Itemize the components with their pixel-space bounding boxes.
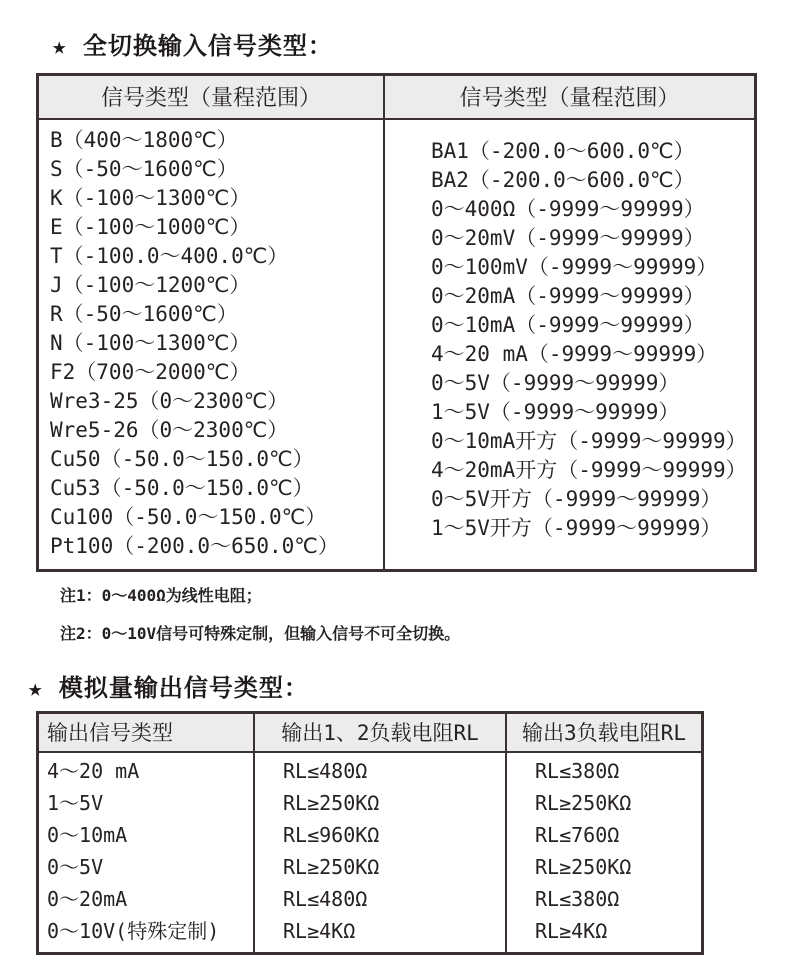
input-signal-row: K（-100～1300℃） — [50, 186, 251, 210]
input-signal-row: Wre3-25（0～2300℃） — [50, 389, 289, 413]
input-signal-table — [36, 73, 757, 572]
output-signal-section-title: ★ 模拟量输出信号类型： — [28, 674, 309, 702]
output-table-type-column — [39, 753, 255, 952]
input-signal-row: 4～20 mA（-9999～99999） — [431, 342, 718, 366]
note-1: 注1：0～400Ω为线性电阻； — [60, 586, 262, 605]
input-signal-row: Cu53（-50.0～150.0℃） — [50, 476, 314, 500]
output-rl3-cell: RL≤760Ω — [535, 823, 620, 847]
input-signal-row: BA1（-200.0～600.0℃） — [431, 139, 695, 163]
output-table-body — [39, 753, 701, 952]
input-signal-row: 0～5V（-9999～99999） — [431, 371, 680, 395]
input-signal-row: 0～20mV（-9999～99999） — [431, 226, 705, 250]
output-rl12-cell: RL≤480Ω — [283, 887, 368, 911]
output-table-header-type: 输出信号类型 — [39, 714, 255, 751]
output-type-cell: 0～10V(特殊定制) — [47, 919, 220, 943]
input-table-header-right: 信号类型（量程范围） — [459, 86, 680, 111]
input-signal-row: 0～20mA（-9999～99999） — [431, 284, 705, 308]
note-2: 注2：0～10V信号可特殊定制，但输入信号不可全切换。 — [60, 624, 461, 643]
output-rl3-cell: RL≥4KΩ — [535, 919, 608, 943]
input-signal-row: B（400～1800℃） — [50, 128, 238, 152]
output-type-cell: 0～20mA — [47, 887, 128, 911]
input-signal-row: J（-100～1200℃） — [50, 273, 251, 297]
input-signal-row: 0～10mA（-9999～99999） — [431, 313, 705, 337]
output-signal-table — [36, 711, 704, 955]
input-table-right-column — [385, 120, 754, 569]
input-signal-row: R（-50～1600℃） — [50, 302, 238, 326]
output-type-cell: 1～5V — [47, 791, 104, 815]
output-type-cell: 0～10mA — [47, 823, 128, 847]
output-rl12-cell: RL≥250KΩ — [283, 855, 380, 879]
output-type-cell: 4～20 mA — [47, 759, 140, 783]
input-signal-row: T（-100.0～400.0℃） — [50, 244, 289, 268]
output-table-header-row — [39, 714, 701, 753]
input-signal-row: E（-100～1000℃） — [50, 215, 251, 239]
output-rl3-cell: RL≥250KΩ — [535, 855, 632, 879]
input-signal-row: Cu100（-50.0～150.0℃） — [50, 505, 327, 529]
input-signal-row: 0～100mV（-9999～99999） — [431, 255, 718, 279]
output-rl12-cell: RL≤960KΩ — [283, 823, 380, 847]
input-signal-row: S（-50～1600℃） — [50, 157, 238, 181]
input-signal-row: 0～10mA开方（-9999～99999） — [431, 429, 747, 453]
input-signal-row: Pt100（-200.0～650.0℃） — [50, 534, 339, 558]
input-table-header-row — [39, 76, 754, 120]
output-table-header-rl12: 输出1、2负载电阻RL — [255, 714, 507, 751]
output-table-header-rl3: 输出3负载电阻RL — [522, 721, 686, 745]
input-table-header-left: 信号类型（量程范围） — [39, 76, 385, 118]
input-signal-row: 1～5V（-9999～99999） — [431, 400, 680, 424]
input-signal-section-title: ★ 全切换输入信号类型： — [52, 32, 333, 60]
output-rl12-cell: RL≥250KΩ — [283, 791, 380, 815]
output-rl3-cell: RL≥250KΩ — [535, 791, 632, 815]
output-type-cell: 0～5V — [47, 855, 104, 879]
input-signal-row: Cu50（-50.0～150.0℃） — [50, 447, 314, 471]
input-signal-row: 4～20mA开方（-9999～99999） — [431, 458, 747, 482]
output-rl12-cell: RL≥4KΩ — [283, 919, 356, 943]
input-signal-row: 0～5V开方（-9999～99999） — [431, 487, 722, 511]
input-signal-row: N（-100～1300℃） — [50, 331, 251, 355]
input-signal-row: 0～400Ω（-9999～99999） — [431, 197, 705, 221]
output-rl3-cell: RL≤380Ω — [535, 759, 620, 783]
input-signal-row: F2（700～2000℃） — [50, 360, 251, 384]
output-table-rl3-column — [507, 753, 701, 952]
output-rl12-cell: RL≤480Ω — [283, 759, 368, 783]
input-table-body — [39, 120, 754, 569]
input-signal-row: BA2（-200.0～600.0℃） — [431, 168, 695, 192]
input-signal-row: 1～5V开方（-9999～99999） — [431, 516, 722, 540]
input-signal-row: Wre5-26（0～2300℃） — [50, 418, 289, 442]
output-table-rl12-column — [255, 753, 507, 952]
input-table-left-column — [39, 120, 385, 569]
output-rl3-cell: RL≤380Ω — [535, 887, 620, 911]
